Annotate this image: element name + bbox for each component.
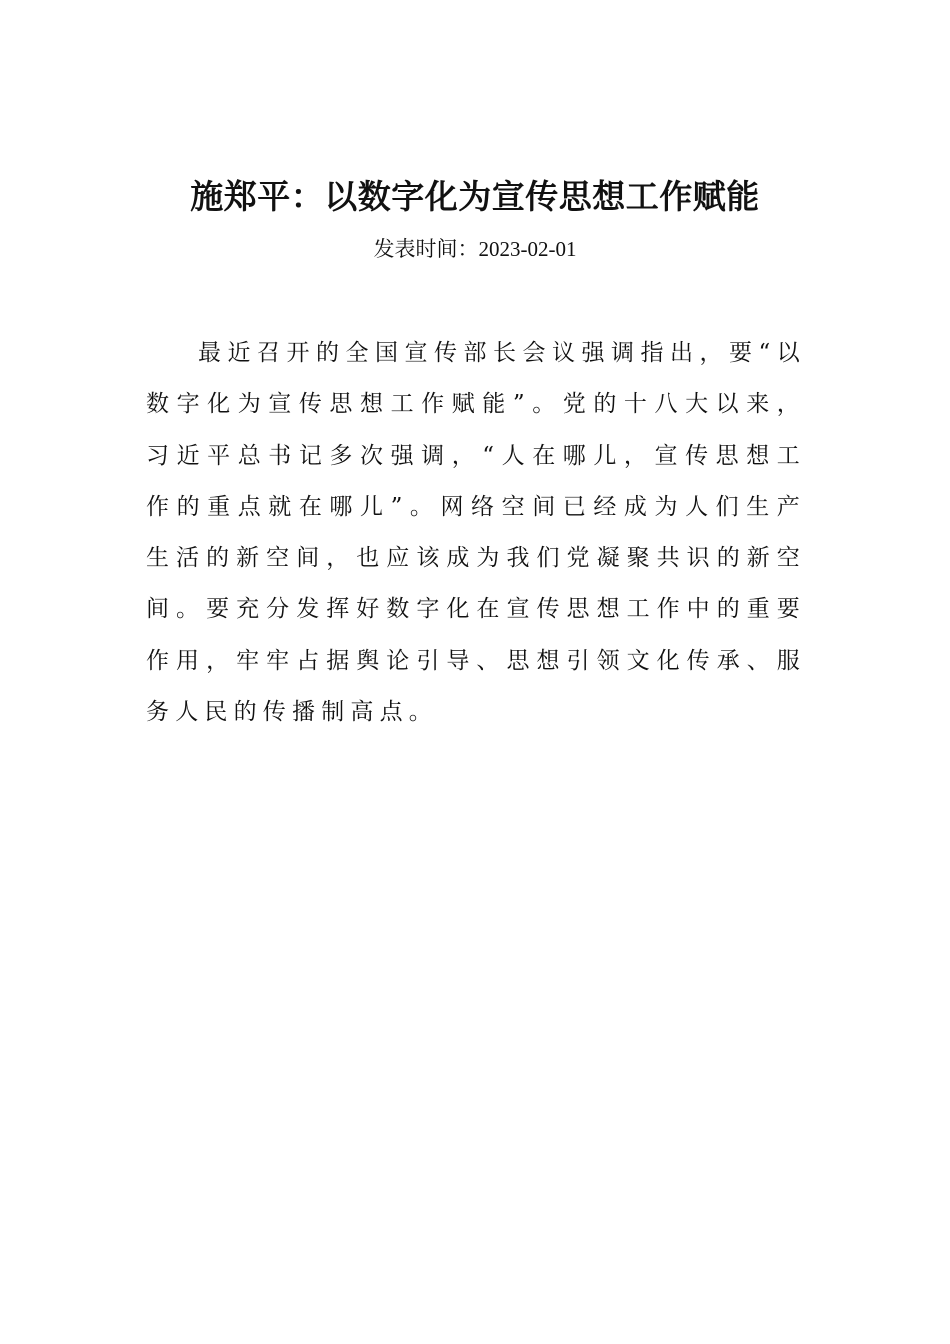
publish-date-label: 发表时间： (373, 237, 479, 261)
publish-date-value: 2023-02-01 (478, 237, 577, 261)
document-title: 施郑平：以数字化为宣传思想工作赋能 (190, 177, 760, 216)
publish-date-line (0, 232, 950, 266)
body-paragraph: 最近召开的全国宣传部长会议强调指出，要“以数字化为宣传思想工作赋能”。党的十八大以来，习近平总书记多次强调，“人在哪儿，宣传思想工作的重点就在哪儿”。网络空间已经成为人们生产生活的新空间，也应该成为我们党凝聚共识的新空间。要充分发挥好数字化在宣传思想工作中的重要作用，牢牢占据舆论引导、思想引领文化传承、服务人民的传播制高点。 (146, 340, 806, 726)
